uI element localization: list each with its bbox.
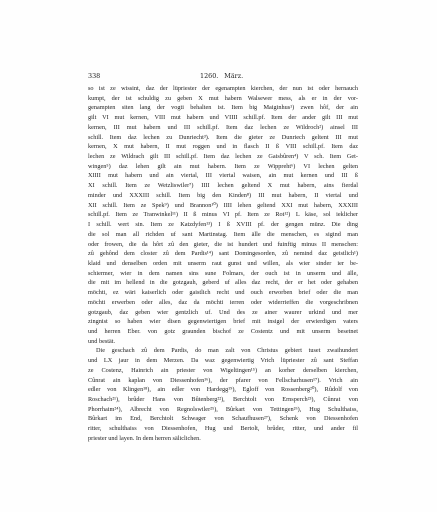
text-line: die mit im hellend in die gotzgauh, geberd uf alles daz recht, der er het oder gehaben [88, 279, 358, 287]
text-line: Cûnrat ain kaplan von Diessenhofen¹⁶), der pfarer von Fellscharhusen¹⁷). Vrich ain [88, 376, 358, 384]
text-line: möchti erwerben oder alles, daz da möchti ierren oder widerrieffen die vorgeschribnen [88, 298, 358, 306]
text-line: gilt VI mut kernen, VIII mut habern und VIIII schill.pf. Item der ander gilt III mut [88, 114, 358, 122]
page-number: 338 [88, 72, 101, 80]
text-line: kernen, X mut habern, II mut roggen und in flasch II ß VIII schill.pf. Item daz [88, 143, 358, 151]
text-line: I schill. wert sin. Item ze Katzdyfen¹³) I ß XVIII pf. der gengen münz. Die ding [88, 221, 358, 229]
text-line: schill. Item daz lechen zu Dunriecht³). Item die gieter ze Dunriech geltent III mut [88, 133, 358, 141]
text-line: Phorrhaim²⁴), Albrecht von Regnolswiler²⁵), Bûrkart von Tettingen²⁶), Hug Schulthaiss, [88, 405, 358, 413]
text-line: zingnist so haben wier disen gegenwiertigen brief mit insigel der erwierdigen vaters [88, 318, 358, 326]
header-month: März. [224, 72, 244, 80]
text-line: kernen, III mut habern und III schill.pf. Item daz lechen ze Wildroch²) ainsel III [88, 123, 358, 131]
text-line: und LX jaur in dem Merzen. Da waz gegenwiertig Vrich lüpriester zû sant Steffan [88, 357, 358, 365]
text-line: möchti, ez wäri kaiserlich oder gaistlich recht und ouch erworben brief oder die man [88, 289, 358, 297]
text-line: gotzgaub, daz geben wier gentzlich uf. Und des ze ainer waurer urkind und mer [88, 308, 358, 316]
text-line: XI schill. Item ze Wetzliswiler⁷) IIII lechen geltend X mut habern, ains fierdal [88, 182, 358, 190]
header-year: 1260. [200, 72, 219, 80]
text-line: priester und layen. In dem herren säliclichen. [88, 434, 201, 442]
text-line: kumpt, der ist schuldig zu geben X mut habern Walsewer mess, als er in der vor- [88, 94, 358, 102]
text-line: XIIII mut habern und ain viertal, III viertal waisen, ain mut kernen und III ß [88, 172, 358, 180]
text-line: und bestät. [88, 337, 116, 345]
text-line: ritter, schulthaiss von Diessenhofen, Hug und Bertolt, brûder, ritter, und ander fil [88, 425, 358, 433]
text-line: edler von Klingen¹⁸), ain edler von Hardegg¹⁹), Egloff von Rossenberg²⁰), Rûdolf von [88, 386, 358, 394]
text-line: genampten siten lang der vogti behalten ist. Item big Maiginhus¹) zwen hôf, der ain [88, 104, 358, 112]
text-line: zû gehônd dem closter zû dem Pardis¹⁴) sant Domingesorden, zû nemind daz geistlich¹) [88, 250, 358, 258]
text-line: schill.pf. Item ze Tranwinkel¹¹) II ß minus VI pf. Item ze Rot¹²) L käse, sol ieklicher [88, 211, 358, 219]
text-line: XII schill. Item ze Spek⁹) und Brannon¹⁰) IIII lehen geltend XXI mut habern, XXXIII [88, 201, 358, 209]
text-line: Bûrkart im End, Berchtolt Schwager von Schaufhusen²⁷), Schenk von Diessenhofen [88, 415, 358, 423]
text-line: lechen ze Wildrach gilt III schill.pf. Item daz lechen ze Gaisbûren⁴) V sch. Item Get- [88, 153, 358, 161]
text-line: und herren Eber. von gotz graunden bischof ze Costentz und mit unserm besetnet [88, 327, 358, 335]
text-line: ze Costenz, Hainrich ain priester von Wigeltingen¹⁵) an korher derselben kierchen, [88, 366, 358, 374]
text-line: oder frowen, die da hôrt zû den gieter, die ist hundert und fuinftig minus II menschen: [88, 240, 358, 248]
text-line: die sol man all richden uf sant Martinstag. Item älle die menschen, es sigind man [88, 230, 358, 238]
text-line: minder und XXXIII schill. Item big den Kinden⁸) III mut habern, II viertal und [88, 191, 358, 199]
text-line: klaid und denselben orden mit unserm raut gunst und willen, als wier sinder ier be- [88, 259, 358, 267]
text-line: so ist ze wissint, daz der lüpriester der egenampten kierchen, der nun ist oder hernauch [88, 85, 358, 92]
running-head [200, 72, 243, 80]
text-line: schiermer, wier in dem namen sins sune Folmars, der ouch ist in unserm und älle, [88, 269, 358, 277]
page-header [88, 72, 356, 82]
text-line: wingen⁵) daz lehen gilt ain mut habern. Item ze Wippreht⁶) VI lechen gelten [88, 162, 358, 170]
text-line: Die geschach zû dem Pardis, do man zalt von Christus gebiert tuset zwaihundert [96, 347, 358, 355]
text-line: Roschach²¹), brûder Hans von Bûtenberg²²), Berchtolt von Ernsperch²³), Cûnrat von [88, 396, 358, 403]
document-body [88, 84, 358, 444]
